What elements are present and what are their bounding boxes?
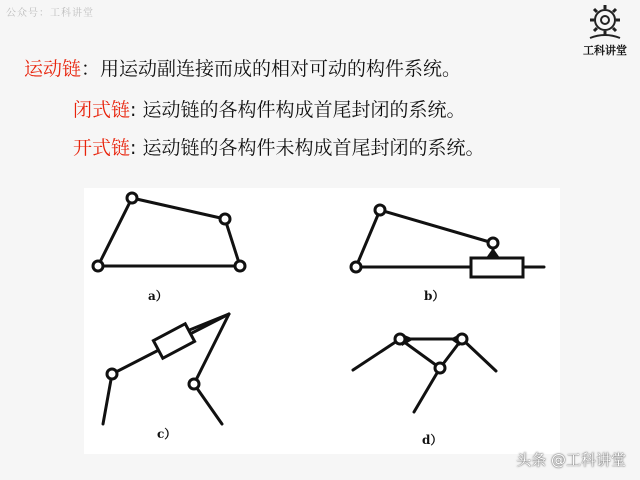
- separator: :: [130, 99, 143, 121]
- label-d: d）: [422, 433, 443, 447]
- joint: [107, 369, 117, 379]
- definition-kinematic-chain: [24, 54, 461, 81]
- separator: :: [130, 137, 143, 159]
- diagram-b-closed-chain-slider: [351, 205, 544, 277]
- joint: [235, 261, 245, 271]
- joint: [457, 334, 467, 344]
- label-c: c）: [157, 427, 177, 441]
- diagram-a-closed-chain: [93, 193, 245, 271]
- joint: [93, 261, 103, 271]
- definition-text: 运动链的各构件构成首尾封闭的系统。: [142, 99, 466, 121]
- joint: [395, 334, 405, 344]
- diagram-c-open-chain: [103, 314, 229, 424]
- joint: [488, 238, 498, 248]
- joint: [189, 379, 199, 389]
- definition-text: 用运动副连接而成的相对可动的构件系统。: [100, 58, 462, 80]
- term-kinematic-chain: 运动链: [24, 58, 82, 80]
- label-b: b）: [424, 289, 445, 303]
- term-open-chain: 开式链: [73, 137, 131, 159]
- joint: [375, 205, 385, 215]
- definition-text: 运动链的各构件未构成首尾封闭的系统。: [142, 137, 485, 159]
- label-a: a）: [148, 289, 168, 303]
- definition-open-chain: [73, 133, 484, 160]
- separator: ：: [81, 58, 101, 80]
- joint: [127, 193, 137, 203]
- gear-book-icon: [580, 2, 630, 44]
- watermark-top: 公众号：工科讲堂: [6, 8, 94, 19]
- logo: [580, 2, 630, 60]
- definition-closed-chain: [73, 95, 465, 122]
- diagram-d-open-chain-triangle: [353, 334, 496, 412]
- kinematic-chain-figure: [84, 188, 560, 454]
- slider-block: [153, 324, 194, 359]
- term-closed-chain: 闭式链: [73, 99, 131, 121]
- joint: [220, 214, 230, 224]
- joint: [351, 262, 361, 272]
- slider-block: [471, 258, 523, 277]
- logo-text: 工科讲堂: [583, 44, 627, 57]
- figure-svg: [84, 188, 560, 454]
- watermark-bottom: 头条 @工科讲堂: [516, 451, 626, 469]
- joint: [435, 363, 445, 373]
